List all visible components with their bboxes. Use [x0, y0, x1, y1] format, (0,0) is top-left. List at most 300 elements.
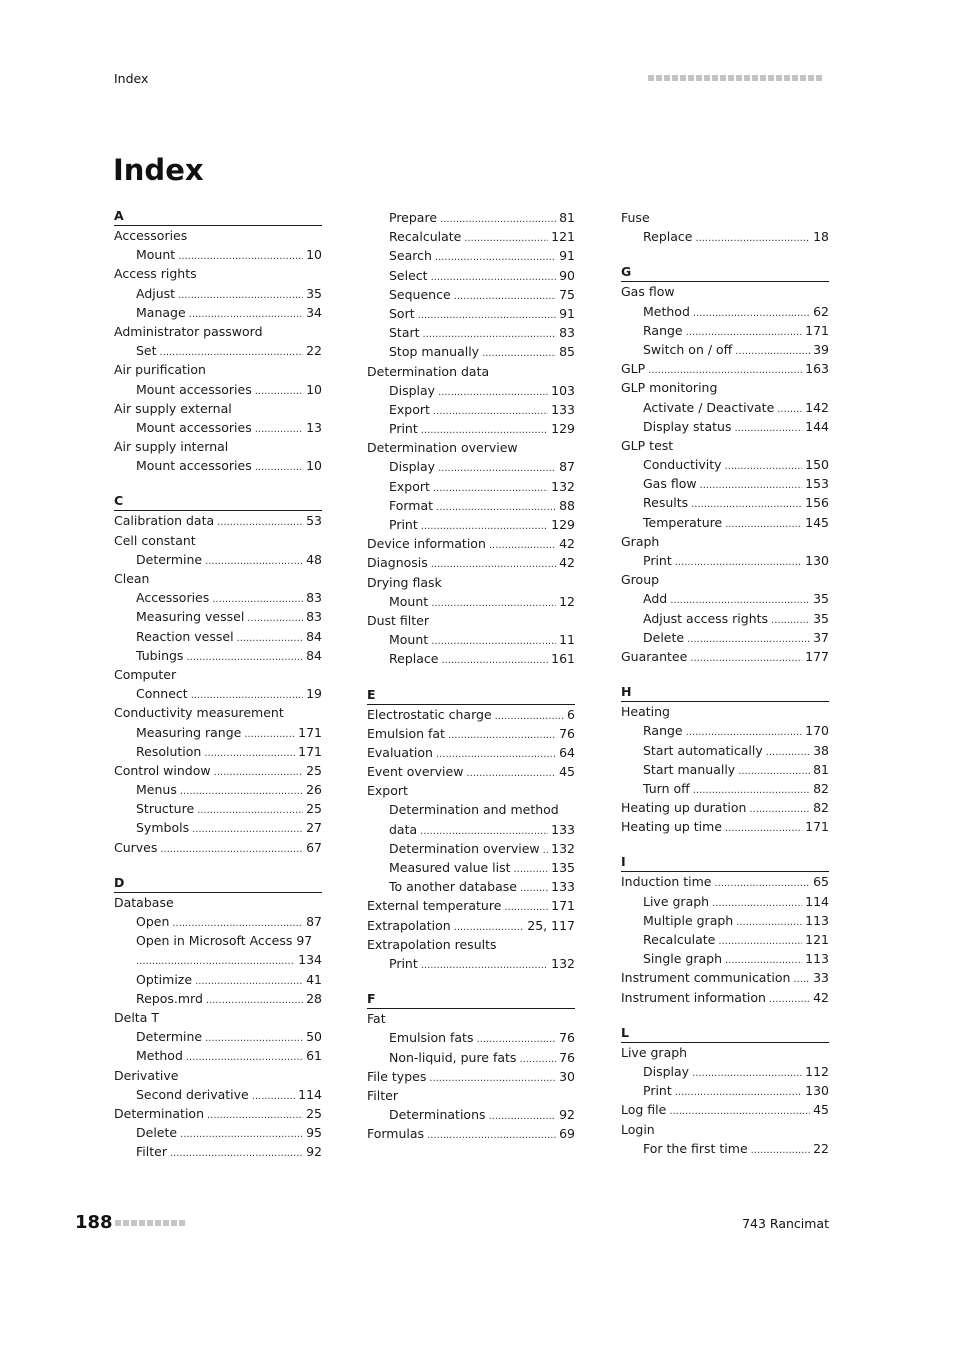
- dot-leader: [433, 400, 548, 419]
- index-entry: [114, 569, 322, 588]
- section-letter: A: [114, 208, 322, 226]
- entry-term: Control window: [114, 762, 211, 778]
- entry-page: 83: [559, 325, 575, 341]
- dot-leader: [718, 930, 802, 949]
- index-subentry: [367, 858, 575, 877]
- entry-page: 64: [559, 744, 575, 760]
- entry-term: Symbols: [136, 820, 190, 836]
- entry-term: Sort: [389, 305, 415, 321]
- running-header: Index: [114, 71, 149, 86]
- section-letter: F: [367, 991, 575, 1009]
- index-subentry: [621, 779, 829, 798]
- entry-term: Device information: [367, 536, 486, 552]
- dot-leader: [195, 970, 303, 989]
- dot-leader: [738, 760, 810, 779]
- dot-leader: [769, 988, 810, 1007]
- header-decoration: [648, 75, 822, 81]
- index-subentry: [621, 911, 829, 930]
- index-entry: [621, 1120, 829, 1139]
- entry-term: Search: [389, 248, 432, 264]
- dot-leader: [436, 743, 556, 762]
- entry-term: Event overview: [367, 764, 464, 780]
- entry-page: 103: [551, 382, 575, 398]
- index-entry: [367, 781, 575, 800]
- entry-term: Accessories: [136, 590, 210, 606]
- entry-page: 92: [559, 1107, 575, 1123]
- index-subentry: [621, 760, 829, 779]
- entry-page: 37: [813, 629, 829, 645]
- index-subentry: [367, 208, 575, 227]
- entry-page: 121: [805, 932, 829, 947]
- dot-leader: [715, 872, 811, 891]
- entry-term: Print: [389, 517, 418, 532]
- index-column-1: [114, 208, 322, 1179]
- dot-leader: [433, 477, 548, 496]
- index-entry: [621, 647, 829, 666]
- section-letter: E: [367, 687, 575, 705]
- index-section: [621, 264, 829, 666]
- entry-term: Replace: [643, 229, 693, 245]
- dot-leader: [436, 496, 556, 515]
- index-subentry: [621, 474, 829, 493]
- index-subentry: [367, 246, 575, 265]
- entry-page: 81: [813, 761, 829, 777]
- index-entry: [114, 1104, 322, 1123]
- entry-page: 145: [805, 514, 829, 530]
- index-subentry: [114, 950, 322, 969]
- index-subentry: [114, 1046, 322, 1065]
- index-subentry: [367, 477, 575, 496]
- dot-leader: [448, 724, 556, 743]
- entry-page: 92: [306, 1144, 322, 1160]
- entry-term: Manage: [136, 304, 186, 320]
- index-entry: [367, 611, 575, 630]
- dot-leader: [431, 553, 556, 572]
- dot-leader: [735, 340, 810, 359]
- entry-term: Start: [389, 325, 420, 341]
- dot-leader: [440, 208, 556, 227]
- index-subentry: [367, 592, 575, 611]
- entry-term: Fuse: [621, 210, 650, 225]
- entry-page: 144: [805, 418, 829, 434]
- entry-term: Gas flow: [621, 284, 675, 300]
- dot-leader: [725, 455, 803, 474]
- index-entry: [114, 665, 322, 684]
- dot-leader: [136, 950, 295, 969]
- entry-term: Activate / Deactivate: [643, 399, 775, 415]
- index-subentry: [621, 227, 829, 246]
- index-entry: [367, 1086, 575, 1105]
- entry-term: Display: [643, 1063, 690, 1079]
- entry-page: 170: [805, 723, 829, 739]
- entry-page: 133: [551, 879, 575, 895]
- dot-leader: [418, 304, 556, 323]
- index-subentry: [367, 323, 575, 342]
- entry-term: Format: [389, 497, 434, 513]
- index-subentry: [114, 1027, 322, 1046]
- index-subentry: [621, 302, 829, 321]
- dot-leader: [438, 381, 548, 400]
- entry-term: Determinations: [389, 1107, 486, 1123]
- entry-term: Open: [136, 914, 170, 929]
- entry-page: 25: [306, 1105, 322, 1121]
- entry-page: 132: [551, 955, 575, 971]
- entry-page: 42: [813, 989, 829, 1005]
- entry-page: 41: [306, 971, 322, 987]
- index-entry: [621, 872, 829, 891]
- index-subentry: [367, 630, 575, 649]
- dot-leader: [693, 302, 810, 321]
- entry-term: Turn off: [643, 780, 690, 796]
- entry-page: 82: [813, 800, 829, 816]
- entry-page: 132: [551, 478, 575, 494]
- entry-term: Determination data: [367, 363, 490, 379]
- index-subentry: [367, 1028, 575, 1047]
- entry-page: 45: [559, 764, 575, 780]
- entry-page: 6: [567, 706, 575, 722]
- index-entry: [114, 1008, 322, 1027]
- index-section: [367, 687, 575, 974]
- entry-term: Curves: [114, 839, 158, 855]
- dot-leader: [244, 723, 295, 742]
- entry-page: 171: [805, 819, 829, 835]
- index-entry: [114, 838, 322, 857]
- dot-leader: [431, 592, 556, 611]
- entry-term: Fat: [367, 1011, 386, 1027]
- page-title: Index: [113, 153, 204, 187]
- entry-term: Reaction vessel: [136, 628, 234, 644]
- index-entry: [114, 322, 322, 341]
- dot-leader: [690, 647, 802, 666]
- entry-page: 84: [306, 647, 322, 663]
- dot-leader: [204, 742, 295, 761]
- dot-leader: [186, 646, 303, 665]
- entry-page: 134: [298, 952, 322, 968]
- entry-term: Determination overview: [389, 840, 540, 856]
- index-subentry: [367, 227, 575, 246]
- index-subentry: [367, 839, 575, 858]
- entry-term: Repos.mrd: [136, 990, 203, 1006]
- index-subentry: [367, 515, 575, 534]
- entry-term: Extrapolation results: [367, 936, 497, 952]
- entry-term: Menus: [136, 782, 177, 798]
- dot-leader: [237, 627, 304, 646]
- dot-leader: [438, 457, 556, 476]
- index-entry: [367, 1009, 575, 1028]
- index-subentry: [114, 780, 322, 799]
- entry-term: Log file: [621, 1102, 667, 1118]
- index-subentry: [114, 1142, 322, 1161]
- dot-leader: [421, 419, 548, 438]
- page-number: 188: [75, 1212, 113, 1233]
- entry-term: Database: [114, 894, 174, 910]
- index-subentry: [367, 381, 575, 400]
- index-subentry: [114, 723, 322, 742]
- dot-leader: [197, 799, 303, 818]
- entry-term: Recalculate: [643, 932, 716, 947]
- dot-leader: [160, 341, 304, 360]
- entry-term: Mount accessories: [136, 381, 252, 397]
- dot-leader: [751, 1139, 810, 1158]
- entry-page: 25, 117: [527, 917, 575, 933]
- entry-term: Graph: [621, 533, 660, 549]
- index-entry: [367, 438, 575, 457]
- dot-leader: [687, 628, 810, 647]
- index-entry: [367, 762, 575, 781]
- dot-leader: [520, 877, 548, 896]
- entry-term: Replace: [389, 651, 439, 667]
- index-entry: [621, 359, 829, 378]
- entry-page: 35: [813, 610, 829, 626]
- index-section: [367, 991, 575, 1143]
- entry-page: 10: [306, 381, 322, 397]
- index-entry: [367, 916, 575, 935]
- entry-term: Heating up duration: [621, 800, 747, 816]
- index-subentry: [621, 892, 829, 911]
- entry-page: 113: [805, 912, 829, 928]
- entry-term: Measuring range: [136, 724, 242, 740]
- index-subentry: [114, 684, 322, 703]
- index-section: [114, 875, 322, 1162]
- dot-leader: [675, 551, 802, 570]
- entry-term: Conductivity measurement: [114, 705, 284, 721]
- entry-term: Start manually: [643, 761, 736, 777]
- entry-term: Mount: [389, 632, 429, 648]
- dot-leader: [255, 380, 303, 399]
- entry-term: Measured value list: [389, 860, 511, 875]
- entry-term: Calibration data: [114, 513, 215, 529]
- entry-page: 35: [306, 285, 322, 301]
- entry-term: Filter: [367, 1087, 398, 1103]
- entry-term: Administrator password: [114, 323, 263, 339]
- entry-term: Delta T: [114, 1009, 159, 1025]
- entry-term: Gas flow: [643, 476, 697, 492]
- entry-page: 83: [306, 590, 322, 606]
- dot-leader: [252, 1085, 295, 1104]
- entry-term: Delete: [136, 1125, 178, 1141]
- index-entry: [367, 743, 575, 762]
- dot-leader: [793, 968, 810, 987]
- dot-leader: [514, 858, 549, 877]
- entry-term: Instrument information: [621, 989, 766, 1005]
- index-subentry: [114, 742, 322, 761]
- index-subentry: [114, 970, 322, 989]
- index-section: [621, 684, 829, 836]
- entry-term: Non-liquid, pure fats: [389, 1049, 517, 1065]
- index-subentry: [621, 455, 829, 474]
- entry-term: Print: [389, 955, 418, 971]
- dot-leader: [489, 1105, 557, 1124]
- index-section: [621, 854, 829, 1006]
- entry-term: Method: [643, 303, 690, 319]
- index-entry: [621, 1043, 829, 1062]
- entry-term: Display: [389, 459, 436, 475]
- dot-leader: [466, 762, 556, 781]
- entry-term: Determine: [136, 1029, 203, 1045]
- entry-page: 61: [306, 1048, 322, 1064]
- entry-page: 135: [551, 860, 575, 875]
- entry-page: 130: [805, 1083, 829, 1099]
- dot-leader: [712, 892, 802, 911]
- index-entry: [621, 702, 829, 721]
- entry-term: Evaluation: [367, 744, 433, 760]
- entry-page: 76: [559, 1030, 575, 1046]
- dot-leader: [777, 398, 802, 417]
- dot-leader: [420, 820, 548, 839]
- entry-page: 90: [559, 267, 575, 283]
- entry-page: 35: [813, 591, 829, 607]
- entry-term: Mount accessories: [136, 419, 252, 435]
- index-subentry: [114, 818, 322, 837]
- index-subentry: [621, 949, 829, 968]
- dot-leader: [180, 1123, 303, 1142]
- index-subentry: [621, 551, 829, 570]
- index-entry: [621, 208, 829, 227]
- entry-page: 62: [813, 303, 829, 319]
- entry-term: Login: [621, 1121, 655, 1137]
- dot-leader: [692, 1062, 802, 1081]
- index-subentry: [367, 400, 575, 419]
- index-subentry: [621, 513, 829, 532]
- index-subentry: [114, 550, 322, 569]
- entry-page: 19: [306, 686, 322, 702]
- entry-page: 27: [306, 820, 322, 836]
- index-entry: [367, 1067, 575, 1086]
- entry-page: 150: [805, 457, 829, 473]
- entry-page: 156: [805, 495, 829, 511]
- entry-page: 18: [813, 229, 829, 245]
- dot-leader: [247, 607, 303, 626]
- entry-page: 34: [306, 304, 322, 320]
- index-subentry: [367, 457, 575, 476]
- entry-page: 10: [306, 247, 322, 263]
- entry-term: Formulas: [367, 1126, 425, 1142]
- entry-term: Adjust: [136, 285, 176, 301]
- index-subentry: [367, 342, 575, 361]
- index-subentry: [114, 588, 322, 607]
- entry-term: Mount accessories: [136, 458, 252, 474]
- entry-term: Select: [389, 267, 428, 283]
- entry-term: Filter: [136, 1144, 167, 1160]
- index-entry: [114, 360, 322, 379]
- entry-page: 133: [551, 401, 575, 417]
- entry-page: 76: [559, 1049, 575, 1065]
- dot-leader: [771, 609, 810, 628]
- entry-term: Export: [389, 401, 430, 417]
- index-subentry: [367, 1105, 575, 1124]
- entry-term: Group: [621, 572, 660, 588]
- index-subentry: [114, 341, 322, 360]
- entry-term: Determination and method: [389, 802, 559, 818]
- entry-page: 22: [813, 1140, 829, 1156]
- entry-term: Electrostatic charge: [367, 706, 492, 722]
- entry-page: 82: [813, 780, 829, 796]
- entry-term: Extrapolation: [367, 917, 451, 933]
- dot-leader: [725, 513, 802, 532]
- index-subentry: [621, 493, 829, 512]
- entry-term: Emulsion fats: [389, 1030, 474, 1046]
- index-section: [621, 208, 829, 246]
- dot-leader: [191, 684, 303, 703]
- index-subentry: [621, 1081, 829, 1100]
- dot-leader: [180, 780, 303, 799]
- entry-term: Single graph: [643, 951, 722, 967]
- entry-page: 114: [805, 893, 829, 909]
- entry-term: Prepare: [389, 210, 438, 225]
- entry-term: Air supply internal: [114, 439, 229, 455]
- entry-term: Derivative: [114, 1067, 179, 1083]
- index-subentry: [114, 607, 322, 626]
- entry-term: data: [389, 821, 418, 837]
- dot-leader: [725, 817, 802, 836]
- index-subentry: [114, 989, 322, 1008]
- index-section: [114, 493, 322, 856]
- entry-page: 28: [306, 990, 322, 1006]
- section-letter: D: [114, 875, 322, 893]
- section-letter: I: [621, 854, 829, 872]
- entry-term: GLP monitoring: [621, 380, 718, 396]
- dot-leader: [686, 721, 803, 740]
- index-subentry: [367, 800, 575, 819]
- entry-page: 53: [306, 513, 322, 529]
- dot-leader: [543, 839, 549, 858]
- dot-leader: [431, 266, 557, 285]
- dot-leader: [207, 1104, 303, 1123]
- index-column-2: [367, 208, 575, 1161]
- entry-term: Cell constant: [114, 532, 196, 548]
- entry-page: 85: [559, 344, 575, 360]
- dot-leader: [186, 1046, 303, 1065]
- index-entry: [621, 968, 829, 987]
- entry-page: 87: [306, 914, 322, 929]
- dot-leader: [693, 779, 810, 798]
- entry-term: Method: [136, 1048, 183, 1064]
- entry-page: 112: [805, 1063, 829, 1079]
- dot-leader: [749, 798, 810, 817]
- entry-page: 177: [805, 648, 829, 664]
- dot-leader: [189, 303, 303, 322]
- entry-term: GLP test: [621, 437, 674, 453]
- index-entry: [621, 436, 829, 455]
- entry-page: 48: [306, 551, 322, 567]
- entry-term: For the first time: [643, 1140, 748, 1156]
- dot-leader: [212, 588, 303, 607]
- index-entry: [367, 896, 575, 915]
- entry-page: 81: [559, 210, 575, 225]
- entry-term: Temperature: [643, 514, 723, 530]
- dot-leader: [214, 761, 304, 780]
- entry-term: Recalculate: [389, 229, 462, 245]
- entry-term: Multiple graph: [643, 912, 734, 928]
- entry-page: 121: [551, 229, 575, 245]
- entry-page: 87: [559, 459, 575, 475]
- dot-leader: [695, 227, 810, 246]
- index-subentry: [621, 398, 829, 417]
- entry-page: 13: [306, 419, 322, 435]
- index-subentry: [367, 285, 575, 304]
- index-entry: [621, 532, 829, 551]
- dot-leader: [217, 511, 303, 530]
- entry-page: 22: [306, 343, 322, 359]
- index-entry: [621, 798, 829, 817]
- index-subentry: [114, 456, 322, 475]
- index-subentry: [114, 931, 322, 950]
- dot-leader: [504, 896, 548, 915]
- index-entry: [367, 1124, 575, 1143]
- dot-leader: [725, 949, 802, 968]
- entry-term: Conductivity: [643, 457, 722, 473]
- entry-page: 95: [306, 1125, 322, 1141]
